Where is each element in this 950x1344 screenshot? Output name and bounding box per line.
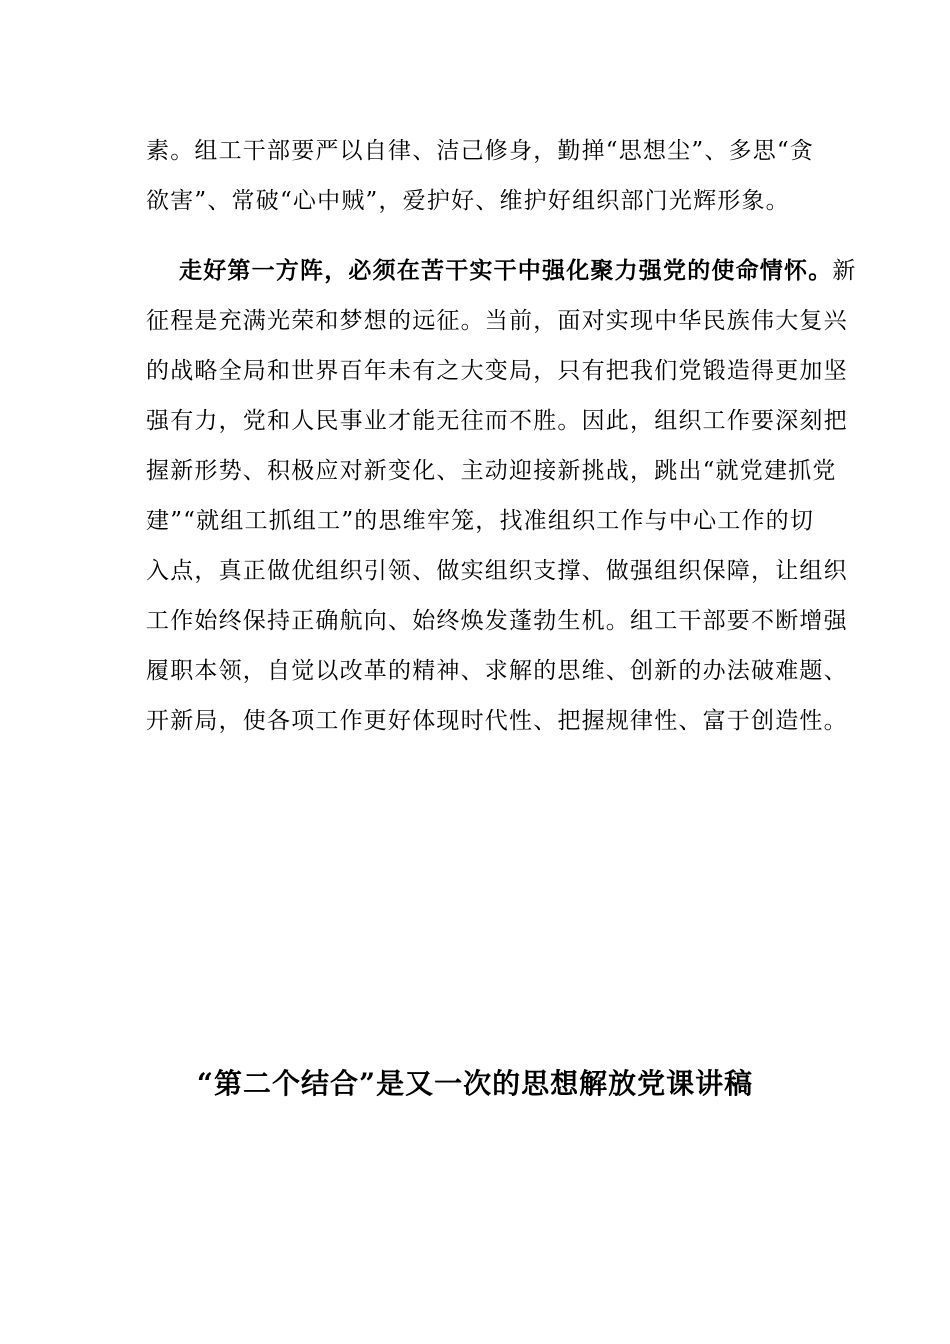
paragraph-2-line-4: 强有力，党和人民事业才能无往而不胜。因此，组织工作要深刻把 xyxy=(146,408,848,434)
paragraph-1-line-1: 素。组工干部要严以自律、洁己修身，勤掸“思想尘”、多思“贪 xyxy=(146,138,815,164)
paragraph-2-lead-rest: 新 xyxy=(832,258,857,284)
paragraph-2-line-3: 的战略全局和世界百年未有之大变局，只有把我们党锻造得更加坚 xyxy=(146,358,848,384)
paragraph-2-line-7: 入点，真正做优组织引领、做实组织支撑、做强组织保障，让组织 xyxy=(146,558,848,584)
paragraph-2-line-1 xyxy=(179,256,857,286)
paragraph-2-line-10: 开新局，使各项工作更好体现时代性、把握规律性、富于创造性。 xyxy=(146,708,848,734)
paragraph-2-line-9: 履职本领，自觉以改革的精神、求解的思维、创新的办法破难题、 xyxy=(146,658,848,684)
paragraph-2-line-5: 握新形势、积极应对新变化、主动迎接新挑战，跳出“就党建抓党 xyxy=(146,458,837,484)
paragraph-2-line-6: 建”“就组工抓组工”的思维牢笼，找准组织工作与中心工作的切 xyxy=(146,508,815,534)
article-title: “第二个结合”是又一次的思想解放党课讲稿 xyxy=(196,1067,754,1100)
paragraph-2-line-8: 工作始终保持正确航向、始终焕发蓬勃生机。组工干部要不断增强 xyxy=(146,608,848,634)
paragraph-2-lead: 走好第一方阵，必须在苦干实干中强化聚力强党的使命情怀。 xyxy=(179,257,833,284)
paragraph-1-line-2: 欲害”、常破“心中贼”，爱护好、维护好组织部门光辉形象。 xyxy=(146,188,790,214)
paragraph-2-line-2: 征程是充满光荣和梦想的远征。当前，面对实现中华民族伟大复兴 xyxy=(146,308,848,334)
